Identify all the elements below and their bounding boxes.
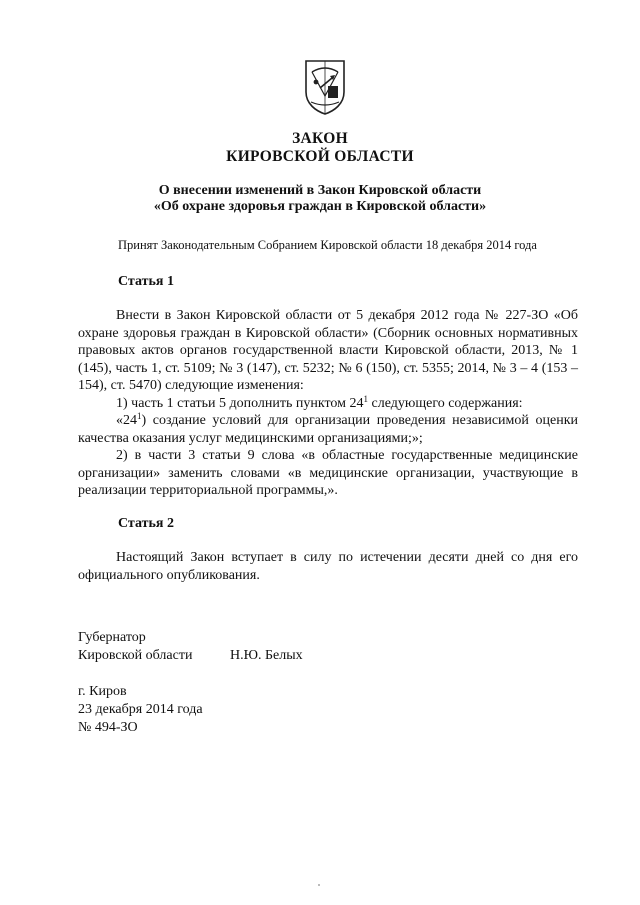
- place-date-block: [78, 683, 203, 737]
- signer-position-line2: Кировской области: [78, 648, 193, 663]
- article2-paragraph1: Настоящий Закон вступает в силу по истечении десяти дней со дня его официального опубликования.: [78, 550, 578, 583]
- subject-line1: О внесении изменений в Закон Кировской области: [158, 183, 482, 198]
- article1-paragraph4: 2) в части 3 статьи 9 слова «в областные государственные медицинские организации» заменить словами «в медицинские организации, участвующие в реализации территориальной программы,».: [78, 448, 578, 498]
- scan-speck: [318, 884, 320, 886]
- article1-paragraph3: [78, 412, 578, 447]
- law-number: № 494-ЗО: [78, 720, 138, 735]
- article1-body: [78, 307, 578, 500]
- article1-p2-tail: следующего содержания:: [368, 395, 523, 411]
- article1-p2-text: 1) часть 1 статьи 5 дополнить пунктом 24: [116, 395, 364, 411]
- article1-p3-open: «24: [116, 413, 137, 428]
- adoption-note: Принят Законодательным Собранием Кировской области 18 декабря 2014 года: [118, 238, 537, 252]
- law-title-line2: КИРОВСКОЙ ОБЛАСТИ: [226, 148, 414, 165]
- coat-of-arms-icon: [302, 58, 348, 116]
- subject-line2: «Об охране здоровья граждан в Кировской области»: [153, 199, 487, 214]
- article1-p3-superscript: 1: [137, 411, 142, 421]
- article1-p2-superscript: 1: [363, 393, 369, 404]
- signer-position-line1: Губернатор: [78, 630, 146, 645]
- article2-heading: Статья 2: [118, 516, 174, 531]
- article1-paragraph2: [78, 395, 578, 413]
- article1-heading: Статья 1: [118, 274, 174, 289]
- city: г. Киров: [78, 684, 127, 699]
- article1-paragraph1: Внести в Закон Кировской области от 5 декабря 2012 года № 227-ЗО «Об охране здоровья граждан в Кировской области» (Сборник основных нормативных правовых актов органов государственной власти Кировской области, 2013, № 1 (145), часть 1, ст. 5109; № 3 (147), ст. 5232; № 6 (150), ст. 5355; 2014, № 3 – 4 (153 – 154), ст. 5470) следующие изменения:: [78, 308, 578, 393]
- signer-name: Н.Ю. Белых: [230, 648, 303, 663]
- article1-p3-text: ) создание условий для организации проведения независимой оценки качества оказания услуг медицинскими организациями;»;: [78, 413, 578, 446]
- article2-body: [78, 549, 578, 584]
- law-title-line1: ЗАКОН: [292, 130, 348, 147]
- law-date: 23 декабря 2014 года: [78, 702, 203, 717]
- signature-block: [78, 629, 303, 665]
